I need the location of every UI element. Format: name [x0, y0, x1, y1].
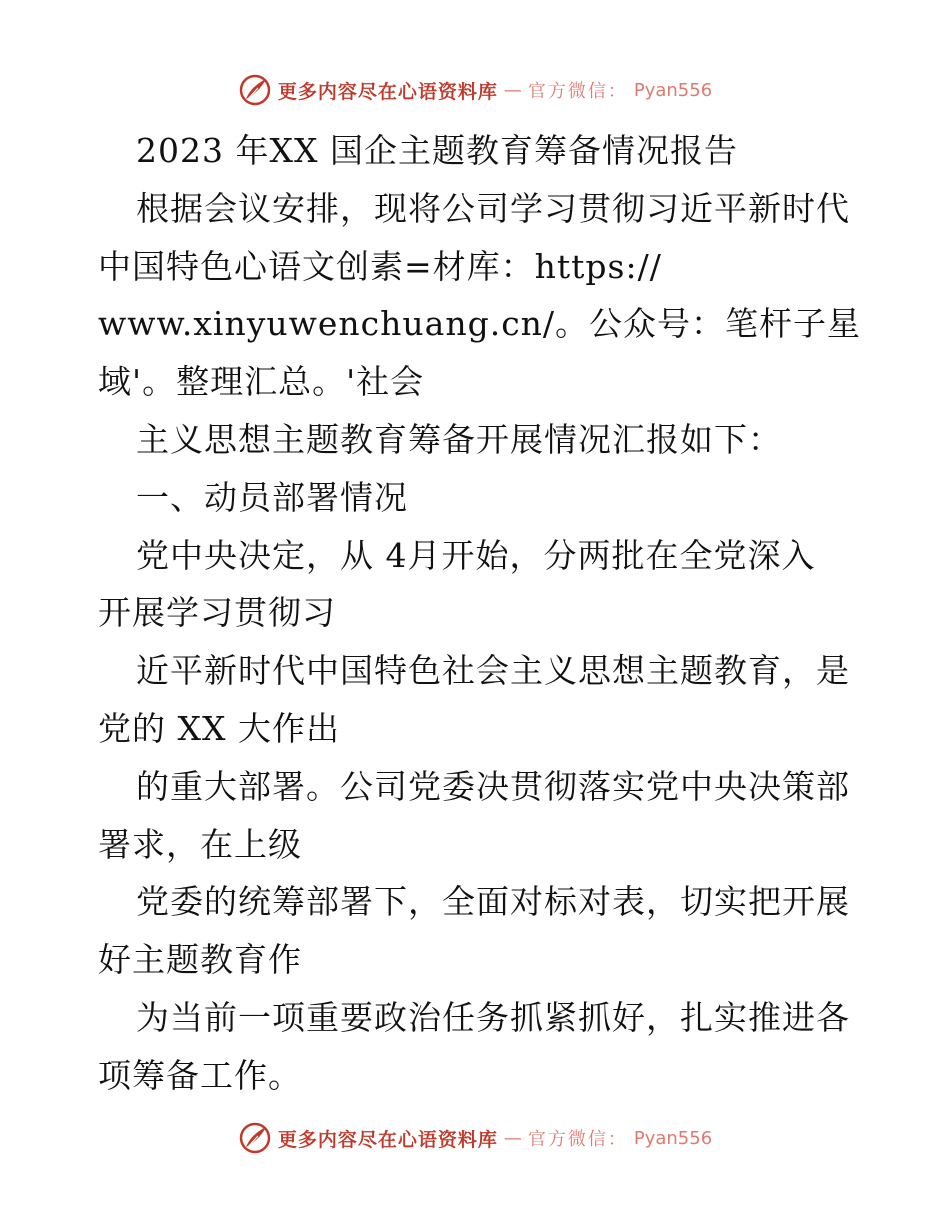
paragraph-line: 根据会议安排，现将公司学习贯彻习近平新时代	[136, 188, 850, 228]
paragraph-line: 好主题教育作	[98, 940, 302, 980]
paragraph-line: 党中央决定，从 4月开始，分两批在全党深入	[136, 535, 816, 575]
banner-main-text: 更多内容尽在心语资料库	[277, 80, 498, 103]
banner-separator: —	[503, 79, 522, 101]
paragraph-line: 的重大部署。公司党委决贯彻落实党中央决策部	[136, 766, 850, 806]
document-title: 2023 年XX 国企主题教育筹备情况报告	[136, 131, 738, 170]
banner-wechat-label: 官方微信：	[527, 81, 628, 102]
paragraph-line: 党的 XX 大作出	[98, 708, 340, 748]
paragraph-line: www.xinyuwenchuang.cn/。公众号：笔杆子星	[98, 304, 862, 344]
footer-banner	[0, 1118, 950, 1158]
header-banner-inner	[238, 73, 712, 107]
feather-pen-logo-icon	[238, 1121, 272, 1155]
banner-wechat-label: 官方微信：	[527, 1129, 628, 1150]
section-heading: 一、动员部署情况	[136, 477, 408, 517]
paragraph-line: 域'。整理汇总。'社会	[98, 362, 425, 402]
footer-banner-inner	[238, 1121, 712, 1155]
feather-pen-logo-icon	[238, 73, 272, 107]
banner-wechat-id: Pyan556	[633, 79, 713, 101]
paragraph-line: 项筹备工作。	[98, 1055, 302, 1095]
paragraph-line: 中国特色心语文创素=材库：https://	[98, 246, 662, 286]
paragraph-line: 署求，在上级	[98, 824, 302, 864]
header-banner	[0, 70, 950, 110]
paragraph-line: 党委的统筹部署下，全面对标对表，切实把开展	[136, 882, 850, 922]
document-body	[98, 122, 862, 1105]
paragraph-line: 近平新时代中国特色社会主义思想主题教育，是	[136, 651, 850, 691]
paragraph-line: 开展学习贯彻习	[98, 593, 336, 633]
banner-separator: —	[503, 1127, 522, 1149]
banner-main-text: 更多内容尽在心语资料库	[277, 1128, 498, 1151]
paragraph-line: 主义思想主题教育筹备开展情况汇报如下：	[136, 419, 782, 459]
paragraph-line: 为当前一项重要政治任务抓紧抓好，扎实推进各	[136, 997, 850, 1037]
banner-wechat-id: Pyan556	[633, 1127, 713, 1149]
